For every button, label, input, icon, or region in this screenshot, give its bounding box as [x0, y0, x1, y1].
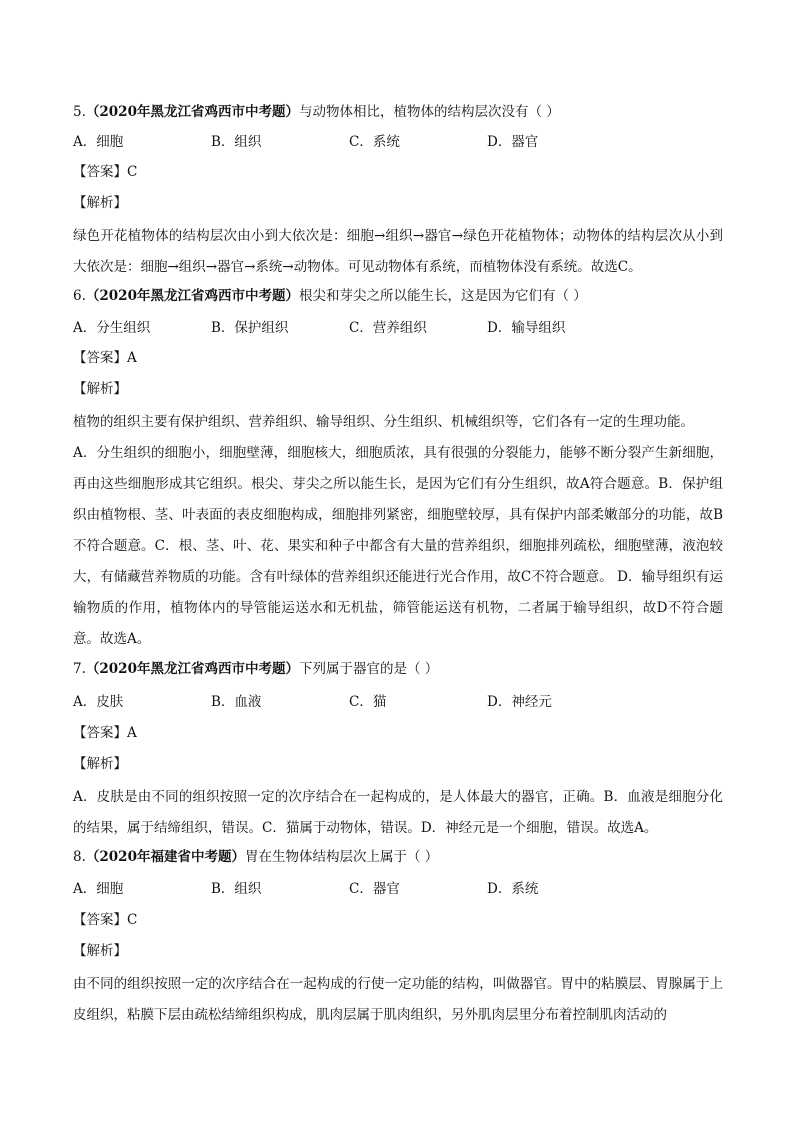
question-6-answer	[73, 348, 137, 368]
question-number: 8.	[73, 849, 86, 865]
answer-label: 【答案】	[73, 725, 127, 741]
option-a: A．皮肤	[73, 694, 124, 710]
answer-value: C	[127, 912, 138, 928]
question-6-options	[73, 318, 673, 338]
option-c: C．系统	[349, 134, 400, 150]
option-b: B．保护组织	[211, 320, 289, 336]
option-a: A．细胞	[73, 134, 124, 150]
option-d: D．输导组织	[487, 320, 566, 336]
question-source: （2020年黑龙江省鸡西市中考题）	[85, 288, 299, 304]
question-5-answer	[73, 162, 137, 182]
question-7-options	[73, 692, 673, 712]
option-d: D．器官	[487, 134, 539, 150]
question-text: 根尖和芽尖之所以能生长，这是因为它们有（ ）	[298, 288, 587, 304]
question-6-stem	[73, 286, 587, 306]
option-b: B．组织	[211, 134, 262, 150]
option-b: B．组织	[211, 881, 262, 897]
question-source: （2020年黑龙江省鸡西市中考题）	[85, 661, 299, 677]
option-b: B．血液	[211, 694, 262, 710]
question-text: 下列属于器官的是（ ）	[298, 661, 439, 677]
question-8-analysis-label: 【解析】	[73, 943, 127, 959]
option-c: C．猫	[349, 694, 387, 710]
answer-value: C	[127, 164, 138, 180]
question-7-stem	[73, 659, 438, 679]
answer-label: 【答案】	[73, 164, 127, 180]
question-5-analysis-text: 绿色开花植物体的结构层次由小到大依次是：细胞→组织→器官→绿色开花植物体；动物体的结构层次从小到大依次是：细胞→组织→器官→系统→动物体。可见动物体有系统，而植物体没有系统。故选C。	[73, 228, 723, 275]
answer-label: 【答案】	[73, 912, 127, 928]
question-8-answer	[73, 910, 137, 930]
question-5-stem	[73, 102, 560, 122]
question-7-analysis-text: A．皮肤是由不同的组织按照一定的次序结合在一起构成的，是人体最大的器官，正确。B．血液是细胞分化的结果，属于结缔组织，错误。C．猫属于动物体，错误。D．神经元是一个细胞，错误。故选A。	[73, 789, 723, 836]
question-6-analysis-intro: 植物的组织主要有保护组织、营养组织、输导组织、分生组织、机械组织等，它们各有一定的生理功能。	[73, 414, 694, 430]
question-6-analysis-text: A．分生组织的细胞小，细胞壁薄，细胞核大，细胞质浓，具有很强的分裂能力，能够不断分裂产生新细胞，再由这些细胞形成其它组织。根尖、芽尖之所以能生长，是因为它们有分生组织，故A符合题意。B．保护组织由植物根、茎、叶表面的表皮细胞构成，细胞排列紧密，细胞壁较厚，具有保护内部柔嫩部分的功能，故B不符合题意。C．根、茎、叶、花、果实和种子中都含有大量的营养组织，细胞排列疏松，细胞壁薄，液泡较大，有储藏营养物质的功能。含有叶绿体的营养组织还能进行光合作用，故C不符合题意。 D．输导组织有运输物质的作用，植物体内的导管能运送水和无机盐，筛管能运送有机物，二者属于输导组织，故D不符合题意。故选A。	[73, 445, 723, 647]
question-source: （2020年福建省中考题）	[85, 849, 245, 865]
answer-value: A	[127, 350, 137, 366]
option-a: A．细胞	[73, 881, 124, 897]
question-6-analysis-label: 【解析】	[73, 381, 127, 397]
question-7-analysis-label: 【解析】	[73, 756, 127, 772]
question-8-analysis-text: 由不同的组织按照一定的次序结合在一起构成的行使一定功能的结构，叫做器官。胃中的粘膜层、胃腺属于上皮组织，粘膜下层由疏松结缔组织构成，肌肉层属于肌肉组织，另外肌肉层里分布着控制肌肉活动的	[73, 976, 723, 1023]
question-8-stem	[73, 847, 438, 867]
question-8-options	[73, 879, 673, 899]
question-text: 胃在生物体结构层次上属于（ ）	[244, 849, 439, 865]
question-5-options	[73, 132, 673, 152]
option-c: C．营养组织	[349, 320, 427, 336]
option-d: D．神经元	[487, 694, 552, 710]
question-source: （2020年黑龙江省鸡西市中考题）	[85, 104, 299, 120]
question-number: 6.	[73, 288, 86, 304]
option-d: D．系统	[487, 881, 539, 897]
question-5-analysis-label: 【解析】	[73, 195, 127, 211]
question-number: 5.	[73, 104, 86, 120]
question-7-answer	[73, 723, 137, 743]
answer-value: A	[127, 725, 137, 741]
question-number: 7.	[73, 661, 86, 677]
question-text: 与动物体相比，植物体的结构层次没有（ ）	[298, 104, 560, 120]
option-c: C．器官	[349, 881, 400, 897]
answer-label: 【答案】	[73, 350, 127, 366]
option-a: A．分生组织	[73, 320, 151, 336]
